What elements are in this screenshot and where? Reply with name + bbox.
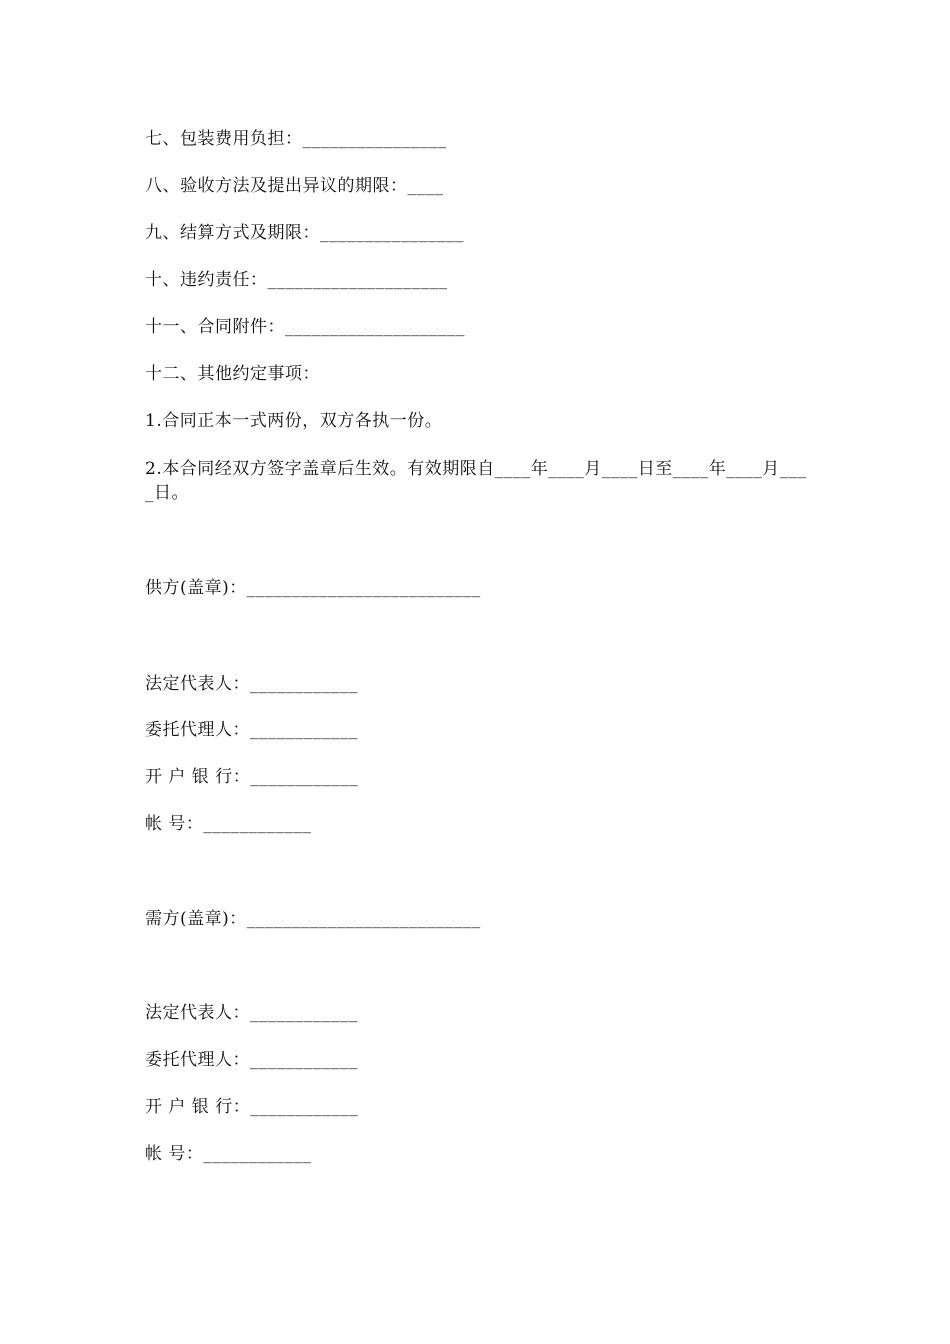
buyer-agent-field: 委托代理人：____________ (145, 1050, 358, 1070)
clause-contract-attachments: 十一、合同附件：____________________ (145, 317, 465, 337)
term-validity-period: 2.本合同经双方签字盖章后生效。有效期限自____年____月____日至____年____月____日。 (145, 459, 807, 503)
buyer-bank-field: 开 户 银 行：____________ (145, 1097, 359, 1117)
clause-acceptance-method: 八、验收方法及提出异议的期限：____ (145, 176, 444, 196)
supplier-bank-field: 开 户 银 行：____________ (145, 767, 359, 787)
supplier-agent-field: 委托代理人：____________ (145, 720, 358, 740)
clause-breach-liability: 十、违约责任：____________________ (145, 270, 448, 290)
clause-settlement-method: 九、结算方式及期限：________________ (145, 223, 464, 243)
clause-packaging-cost: 七、包装费用负担：________________ (145, 129, 447, 149)
buyer-seal-field: 需方(盖章)：__________________________ (145, 909, 481, 929)
supplier-seal-field: 供方(盖章)：__________________________ (145, 578, 481, 598)
supplier-legal-rep-field: 法定代表人：____________ (145, 674, 358, 694)
clause-other-matters: 十二、其他约定事项： (145, 364, 320, 384)
supplier-account-field: 帐 号：____________ (145, 814, 312, 834)
buyer-account-field: 帐 号：____________ (145, 1144, 312, 1164)
term-copies: 1.合同正本一式两份，双方各执一份。 (145, 411, 443, 431)
buyer-legal-rep-field: 法定代表人：____________ (145, 1003, 358, 1023)
